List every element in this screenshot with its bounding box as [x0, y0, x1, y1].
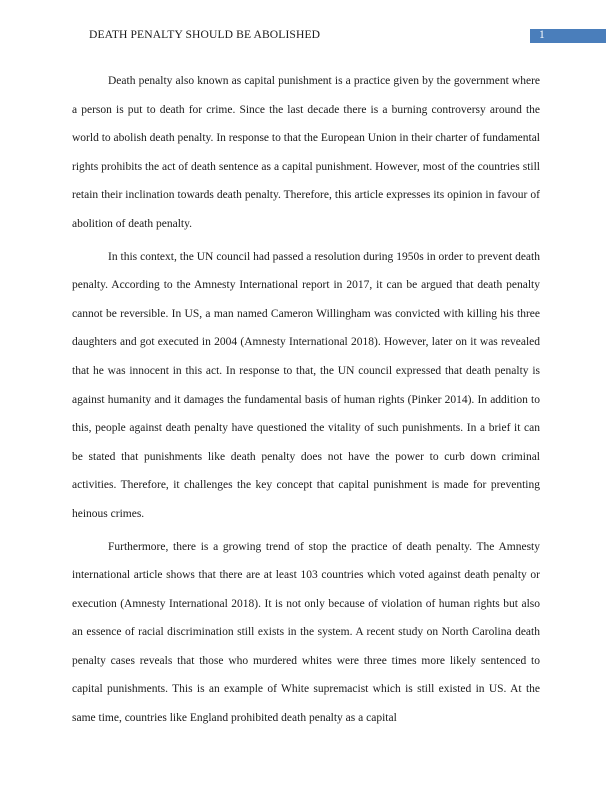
- paragraph-1: Death penalty also known as capital punishment is a practice given by the government where a person is put to death for crime. Since the last decade there is a burning controversy around the world to abolish death penalty. In response to that the European Union in their charter of fundamental rights prohibits the act of death sentence as a capital punishment. However, most of the countries still retain their inclination towards death penalty. Therefore, this article expresses its opinion in favour of abolition of death penalty.: [72, 75, 540, 230]
- paragraph-3: Furthermore, there is a growing trend of stop the practice of death penalty. The Amnesty international article shows that there are at least 103 countries which voted against death penalty or execution (Amnesty International 2018). It is not only because of violation of human rights but also an essence of racial discrimination still exists in the system. A recent study on North Carolina death penalty cases reveals that those who murdered whites were three times more likely sentenced to capital punishments. This is an example of White supremacist which is still existed in US. At the same time, countries like England prohibited death penalty as a capital: [72, 540, 540, 725]
- paragraph-2: In this context, the UN council had passed a resolution during 1950s in order to prevent death penalty. According to the Amnesty International report in 2017, it can be argued that death penalty cannot be reversible. In US, a man named Cameron Willingham was convicted with killing his three daughters and got executed in 2004 (Amnesty International 2018). However, later on it was revealed that he was innocent in this act. In response to that, the UN council expressed that death penalty is against humanity and it damages the fundamental basis of human rights (Pinker 2014). In addition to this, people against death penalty have questioned the vitality of such punishments. In a brief it can be stated that punishments like death penalty does not have the power to curb down criminal activities. Therefore, it challenges the key concept that capital punishment is made for preventing heinous crimes.: [72, 250, 540, 520]
- running-title: DEATH PENALTY SHOULD BE ABOLISHED: [89, 28, 321, 41]
- page-number-box: [530, 29, 606, 43]
- document-body: [72, 67, 540, 733]
- page-number: 1: [539, 28, 545, 41]
